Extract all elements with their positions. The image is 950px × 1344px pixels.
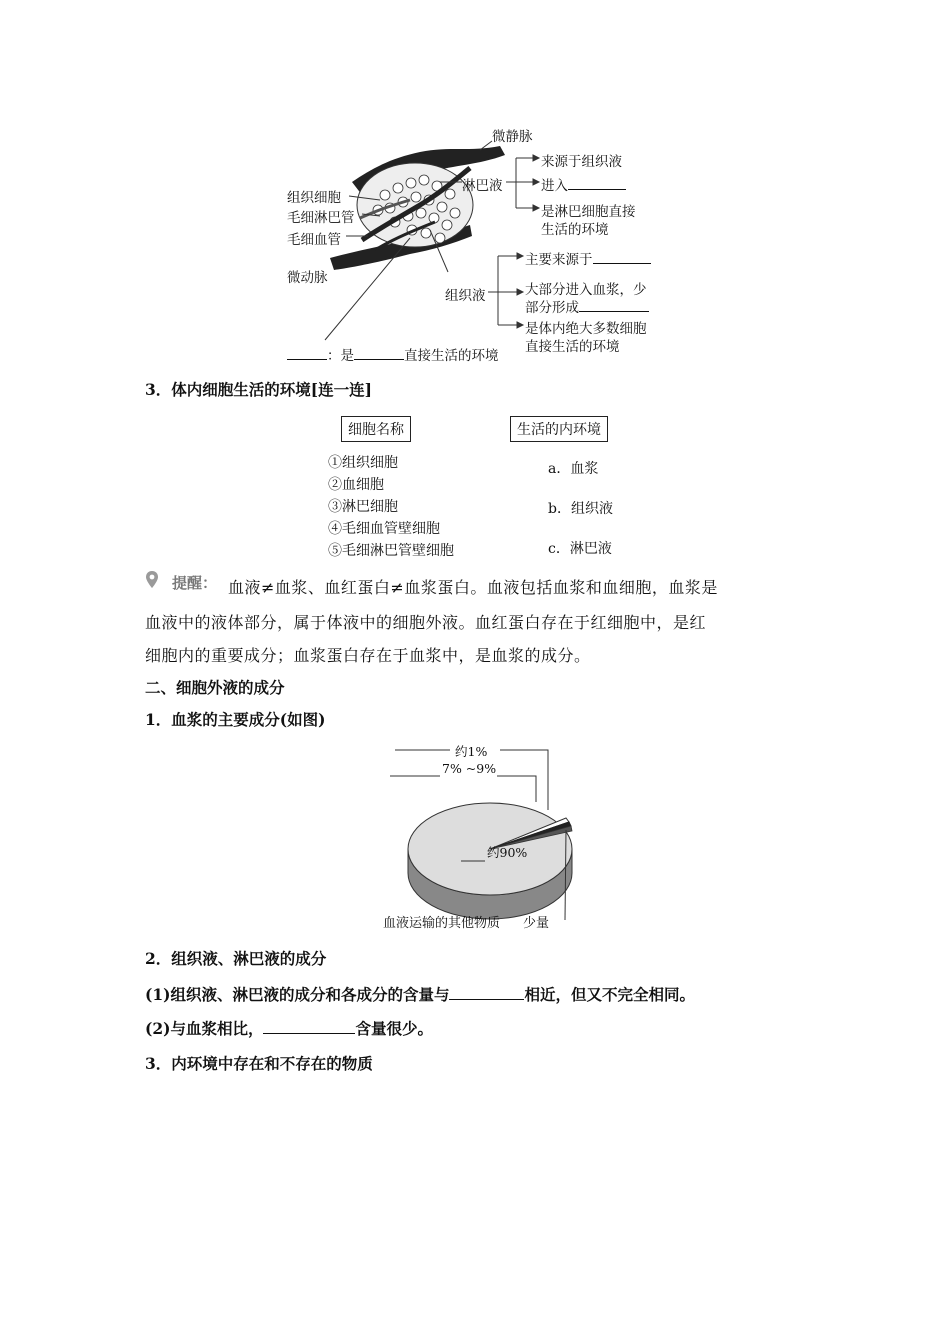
para-1: (1)组织液、淋巴液的成分和各成分的含量与 相近，但又不完全相同。: [145, 985, 695, 1004]
cell-item[interactable]: ③淋巴细胞: [328, 499, 398, 515]
label-arteriole: 微动脉: [287, 270, 328, 286]
pie-label-1pct: 约1%: [455, 744, 488, 759]
pie-label-small: 少量: [523, 916, 550, 931]
sub2-heading: 2．组织液、淋巴液的成分: [145, 949, 327, 968]
lymph-bracket: [506, 155, 539, 211]
tf-item-3: 部分形成: [525, 296, 649, 316]
pie-label-other: 血液运输的其他物质: [383, 916, 501, 931]
tip-line-3: 细胞内的重要成分；血浆蛋白存在于血浆中，是血浆的成分。: [145, 646, 591, 665]
section3-heading: 3．体内细胞生活的环境[连一连]: [145, 380, 372, 399]
env-item[interactable]: a．血浆: [548, 461, 599, 477]
label-blood-capillary: 毛细血管: [287, 232, 341, 248]
tf-bracket: [488, 253, 523, 328]
lymph-item-3: 是淋巴细胞直接: [541, 204, 636, 220]
para-2: (2)与血浆相比， 含量很少。: [145, 1019, 433, 1038]
sub1-heading: 1．血浆的主要成分(如图): [145, 710, 326, 729]
label-tissue-fluid: 组织液: [445, 288, 486, 304]
lymph-item-2: 进入: [541, 174, 626, 194]
env-item[interactable]: b．组织液: [548, 501, 613, 517]
cell-item[interactable]: ②血细胞: [328, 477, 384, 493]
tf-item-5: 直接生活的环境: [525, 339, 620, 355]
lymph-item-1: 来源于组织液: [541, 154, 622, 170]
cell-item[interactable]: ⑤毛细淋巴管壁细胞: [328, 543, 454, 559]
lymph-item-4: 生活的环境: [541, 222, 609, 238]
pie-label-7-9: 7% ~9%: [442, 761, 497, 776]
tip-label: 提醒：: [172, 574, 218, 592]
label-lymph-capillary: 毛细淋巴管: [287, 210, 355, 226]
diagram-bottom-line: ：是 直接生活的环境: [287, 344, 499, 364]
label-tissue-cell: 组织细胞: [287, 190, 341, 206]
tf-item-2: 大部分进入血浆，少: [525, 282, 647, 298]
tip-line-2: 血液中的液体部分，属于体液中的细胞外液。血红蛋白存在于红细胞中，是红: [145, 613, 707, 632]
tf-item-1: 主要来源于: [525, 248, 651, 268]
label-lymph: 淋巴液: [462, 178, 503, 194]
cell-item[interactable]: ①组织细胞: [328, 455, 398, 471]
label-venule: 微静脉: [492, 129, 533, 145]
location-pin-icon: [145, 570, 159, 590]
env-header: 生活的内环境: [510, 416, 608, 442]
pie-label-90: 约90%: [487, 845, 528, 860]
sub3-heading: 3．内环境中存在和不存在的物质: [145, 1054, 373, 1073]
tf-item-4: 是体内绝大多数细胞: [525, 321, 647, 337]
part2-heading: 二、细胞外液的成分: [145, 678, 285, 697]
tip-line-1: 血液≠血浆、血红蛋白≠血浆蛋白。血液包括血浆和血细胞，血浆是: [228, 578, 718, 597]
cell-name-header: 细胞名称: [341, 416, 411, 442]
env-item[interactable]: c．淋巴液: [548, 541, 612, 557]
cell-item[interactable]: ④毛细血管壁细胞: [328, 521, 440, 537]
